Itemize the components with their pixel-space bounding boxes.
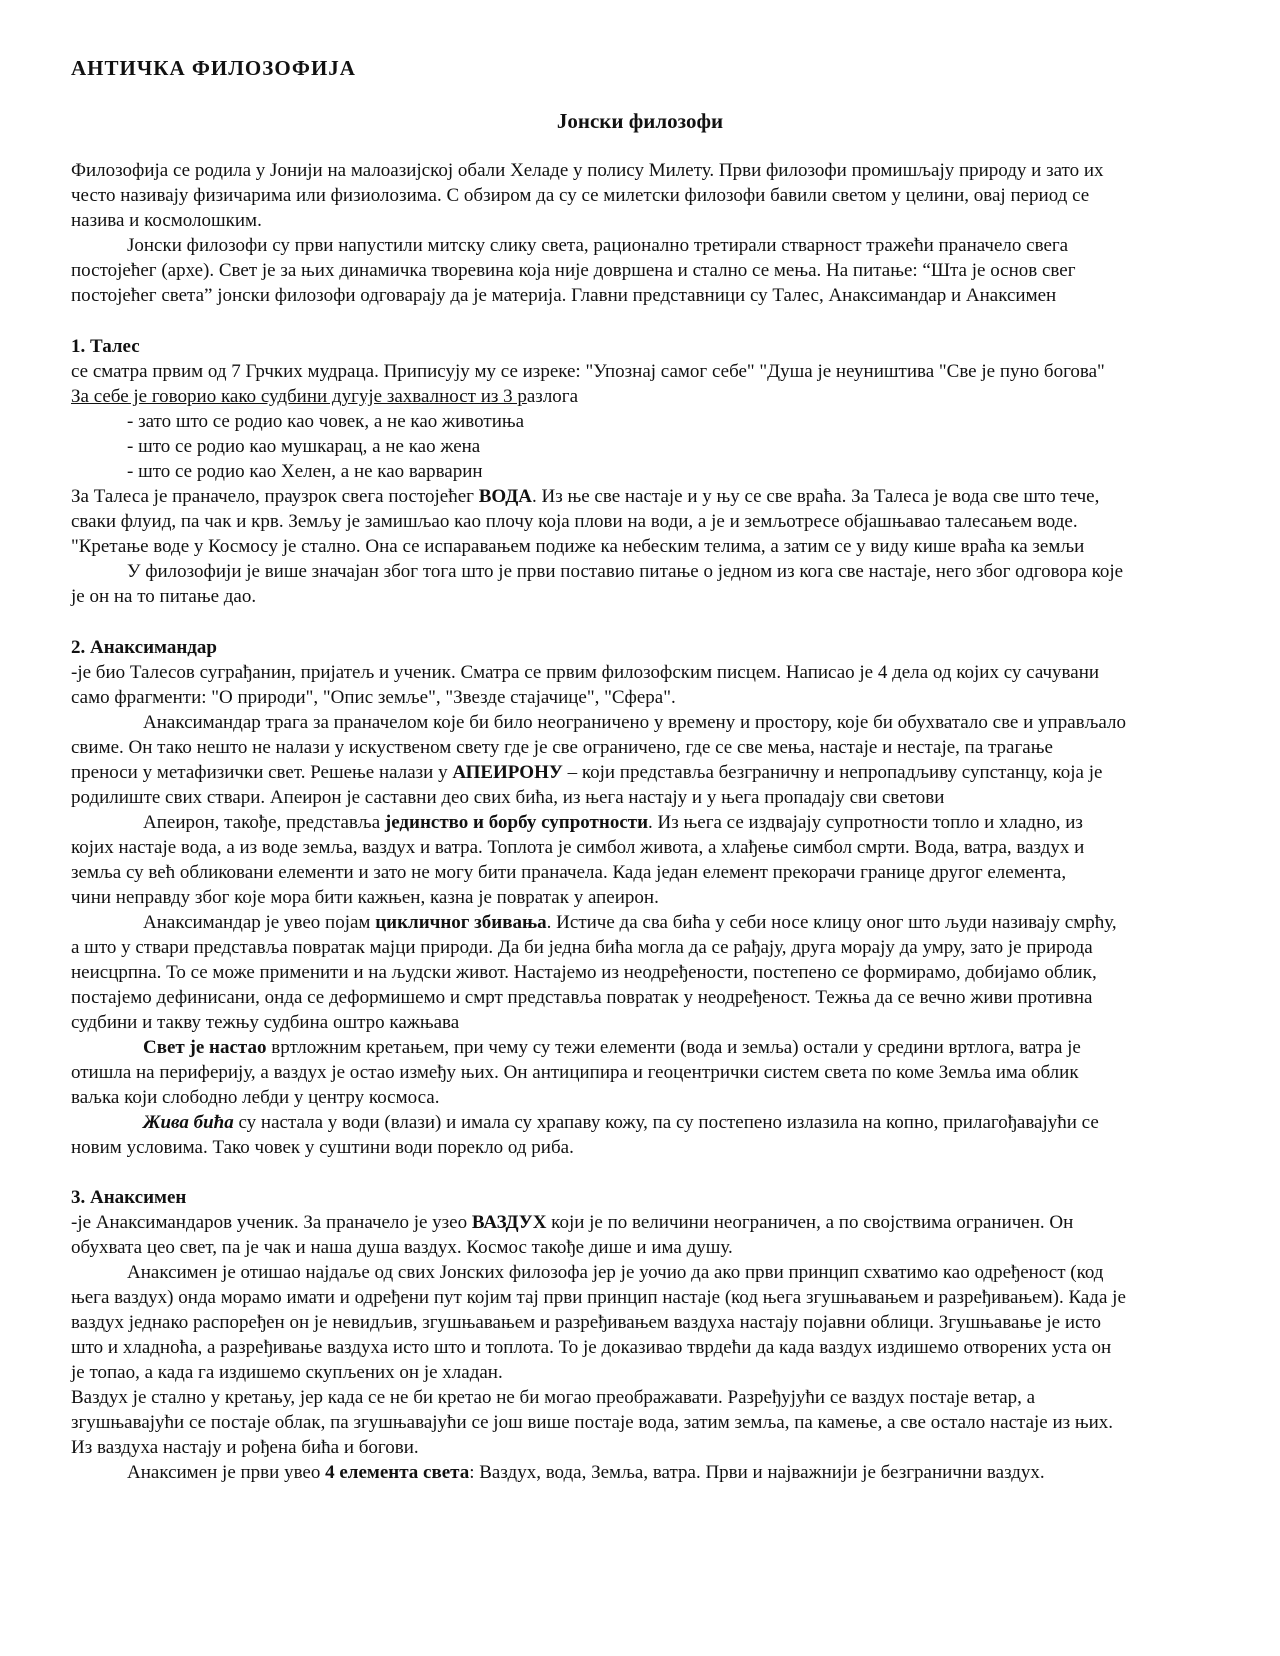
text-line — [143, 1110, 1099, 1135]
text-line — [127, 1460, 1045, 1485]
text-line — [71, 534, 1084, 559]
text-segment: земља су већ обликовани елементи и зато не могу бити праначела. Када један елемент прекорачи границе другог елемента, — [71, 862, 1067, 883]
text-segment: назива и космолошким. — [71, 210, 262, 231]
text-line — [71, 1385, 1035, 1410]
text-line — [143, 1035, 1081, 1060]
text-segment: ваљка који слободно лебди у центру космоса. — [71, 1087, 440, 1108]
text-segment: а што у ствари представља повратак мајци природи. Да би једна бића могла да се рађају, друга морају да умру, зато је природа — [71, 937, 1093, 958]
text-line — [71, 509, 1078, 534]
text-segment: преноси у метафизички свет. Решење налази у — [71, 762, 453, 783]
text-segment: -је био Талесов суграђанин, пријатељ и ученик. Сматра се првим филозофским писцем. Написао је 4 дела од којих су сачувани — [71, 662, 1100, 683]
text-line — [143, 710, 1126, 735]
bold-text: 3. Анаксимен — [71, 1187, 187, 1208]
text-line — [71, 635, 217, 660]
text-line — [71, 985, 1092, 1010]
text-segment: само фрагменти: "О природи", "Опис земље", "Звезде стајачице", "Сфера". — [71, 687, 676, 708]
text-line — [143, 810, 1083, 835]
section-title: Јонски филозофи — [556, 109, 724, 133]
text-line — [71, 158, 1104, 183]
bold-text: 1. Талес — [71, 336, 140, 357]
text-line — [71, 760, 1102, 785]
bold-text: Жива бића — [143, 1112, 234, 1133]
text-segment: постојећег света” јонски филозофи одговарају да је материја. Главни представници су Талес, Анаксимандар и Анаксимен — [71, 285, 1057, 306]
text-line — [71, 1285, 1126, 1310]
text-line — [71, 334, 140, 359]
text-line — [71, 384, 578, 409]
text-segment: постојећег (архе). Свет је за њих динамичка творевина која није довршена и стално се мења. На питање: “Шта је основ свег — [71, 260, 1076, 281]
text-segment: отишла на периферију, а ваздух је остао између њих. Он антиципира и геоцентрички систем света по коме Земља има облик — [71, 1062, 1079, 1083]
text-segment: обухвата цео свет, па је чак и наша душа ваздух. Космос такође дише и има душу. — [71, 1237, 733, 1258]
bold-text: цикличног збивања — [375, 912, 547, 933]
text-segment: згушњавајући се постаје облак, па згушњавајући се још више постаје вода, затим земља, па камење, а све остало настаје из њих. — [71, 1412, 1114, 1433]
text-line — [71, 1135, 574, 1160]
text-segment: Из ваздуха настају и рођена бића и богови. — [71, 1437, 419, 1458]
text-line — [71, 660, 1099, 685]
text-segment: често називају физичарима или физиолозима. С обзиром да су се милетски филозофи бавили светом у целини, овај период се — [71, 185, 1090, 206]
bold-text: јединство и борбу супротности — [384, 812, 649, 833]
document-title: АНТИЧКА ФИЛОЗОФИЈА — [71, 56, 356, 80]
text-line — [71, 1210, 1073, 1235]
text-segment: вртложним кретањем, при чему су тежи елементи (вода и земља) остали у средини вртлога, ватра је — [266, 1037, 1081, 1058]
text-line — [71, 860, 1066, 885]
text-segment: је он на то питање дао. — [71, 586, 257, 607]
text-segment: - што се родио као Хелен, а не као варварин — [127, 461, 483, 482]
text-line — [71, 484, 1099, 509]
text-segment: - зато што се родио као човек, а не као животиња — [127, 411, 525, 432]
text-segment: новим условима. Тако човек у суштини води порекло од риба. — [71, 1137, 574, 1158]
bold-text: ВАЗДУХ — [471, 1212, 547, 1233]
text-segment: "Кретање воде у Космосу је стално. Она се испаравањем подиже ка небеским телима, а затим се у виду кише враћа ка земљи — [71, 536, 1085, 557]
text-segment: . Из њега се издвајају супротности топло и хладно, из — [648, 812, 1083, 833]
text-line — [71, 1410, 1113, 1435]
text-segment: Апеирон, такође, представља — [143, 812, 385, 833]
text-line — [71, 1310, 1101, 1335]
text-line — [71, 258, 1076, 283]
text-segment: Анаксимандар је увео појам — [143, 912, 376, 933]
text-line — [143, 910, 1117, 935]
text-segment: родилиште свих ствари. Апеирон је саставни део свих бића, из њега настају и у њега пропадају сви светови — [71, 787, 945, 808]
text-segment: Анаксимен је први увео — [127, 1462, 326, 1483]
bold-text: 4 елемента света — [325, 1462, 470, 1483]
text-line — [71, 1335, 1111, 1360]
text-segment: неисцрпна. То се може применити и на људски живот. Настајемо из неодређености, постепено се формирамо, добијамо облик, — [71, 962, 1097, 983]
text-segment: је топао, а када га издишемо скупљених он је хладан. — [71, 1362, 503, 1383]
text-line — [71, 785, 944, 810]
bold-text: Свет је настао — [143, 1037, 267, 1058]
bold-text: 2. Анаксимандар — [71, 637, 217, 658]
text-line — [71, 960, 1097, 985]
text-segment: чини неправду због које мора бити кажњен, казна је повратак у апеирон. — [71, 887, 659, 908]
text-line — [71, 1010, 459, 1035]
text-line — [71, 1360, 503, 1385]
text-segment: . Истиче да сва бића у себи носе клицу оног што људи називају смрћу, — [546, 912, 1117, 933]
text-line — [71, 208, 262, 233]
text-line — [71, 1060, 1079, 1085]
text-segment: постајемо дефинисани, онда се деформишемо и смрт представља повратак у неодређеност. Тежња да се вечно живи противна — [71, 987, 1093, 1008]
text-segment: -је Анаксимандаров ученик. За праначело је узео — [71, 1212, 472, 1233]
text-segment: Филозофија се родила у Јонији на малоазијској обали Хеладе у полису Милету. Први филозофи промишљају природу и зато их — [71, 160, 1104, 181]
text-segment: што и хладноћа, а разређивање ваздуха исто што и топлота. То је доказивао тврдећи да када ваздух издишемо отворених уста он — [71, 1337, 1112, 1358]
text-segment: За Талеса је праначело, праузрок свега постојећег — [71, 486, 479, 507]
text-segment: су настала у води (влази) и имала су храпаву кожу, па су постепено излазила на копно, прилагођавајући се — [233, 1112, 1099, 1133]
text-line — [71, 183, 1089, 208]
text-segment: Ваздух је стално у кретању, јер када се не би кретао не би могао преображавати. Разређујући се ваздух постаје ветар, а — [71, 1387, 1036, 1408]
text-line — [127, 434, 480, 459]
text-line — [127, 233, 1068, 258]
text-segment: У филозофији је више значајан због тога што је први поставио питање о једном из кога све настаје, него због одговора које — [127, 561, 1124, 582]
text-line — [71, 1185, 186, 1210]
text-line — [71, 735, 1053, 760]
bold-text: ВОДА — [478, 486, 532, 507]
text-segment: којих настаје вода, а из воде земља, ваздух и ватра. Топлота је симбол живота, а хлађење симбол смрти. Вода, ватра, ваздух и — [71, 837, 1085, 858]
text-segment: : Ваздух, вода, Земља, ватра. Први и најважнији је безгранични ваздух. — [469, 1462, 1045, 1483]
text-segment: који је по величини неограничен, а по својствима ограничен. Он — [546, 1212, 1074, 1233]
text-segment: . Из ње све настаје и у њу се све враћа. За Талеса је вода све што тече, — [532, 486, 1100, 507]
text-line — [127, 1260, 1103, 1285]
text-line — [71, 1435, 419, 1460]
text-segment: Анаксимен је отишао најдаље од свих Јонских филозофа јер је уочио да ако први принцип схватимо као одређеност (код — [127, 1262, 1104, 1283]
text-segment: ваздух једнако распоређен он је невидљив, згушњавањем и разређивањем ваздуха настају појавни облици. Згушњавање је исто — [71, 1312, 1102, 1333]
text-line — [71, 685, 676, 710]
text-segment: Јонски филозофи су први напустили митску слику света, рационално третирали стварност тражећи праначело свега — [127, 235, 1069, 256]
text-line — [71, 835, 1084, 860]
text-line — [127, 409, 524, 434]
bold-text: АПЕИРОНУ — [452, 762, 563, 783]
text-segment: свиме. Он тако нешто не налази у искуственом свету где је све ограничено, где се све мења, настаје и нестаје, па трагање — [71, 737, 1053, 758]
text-segment: За себе је говорио како судбини дугује захвалност из 3 р — [71, 386, 527, 407]
text-line — [71, 584, 256, 609]
text-segment: њега ваздух) онда морамо имати и одређени пут којим тај први принцип настаје (код њега згушњавањем и разређивањем). Када је — [71, 1287, 1126, 1308]
text-line — [71, 283, 1056, 308]
text-line — [71, 1235, 733, 1260]
text-line — [71, 359, 1105, 384]
text-line — [71, 885, 659, 910]
text-segment: се сматра првим од 7 Грчких мудраца. Приписују му се изреке: "Упознај самог себе" "Душа је неуништива "Све је пуно богова" — [71, 361, 1105, 382]
text-line — [127, 459, 483, 484]
text-line — [71, 935, 1093, 960]
text-segment: сваки флуид, па чак и крв. Земљу је замишљао као плочу која плови на води, а је и земљотресе објашњавао талесањем воде. — [71, 511, 1078, 532]
text-segment: азлога — [526, 386, 579, 407]
text-segment: - што се родио као мушкарац, а не као жена — [127, 436, 481, 457]
text-segment: судбини и такву тежњу судбина оштро кажњава — [71, 1012, 460, 1033]
text-line — [127, 559, 1123, 584]
text-segment: Анаксимандар трага за праначелом које би било неограничено у времену и простору, које би обухватало све и управљало — [143, 712, 1126, 733]
text-segment: – који представља безграничну и непропадљиву супстанцу, која је — [562, 762, 1103, 783]
text-line — [71, 1085, 439, 1110]
